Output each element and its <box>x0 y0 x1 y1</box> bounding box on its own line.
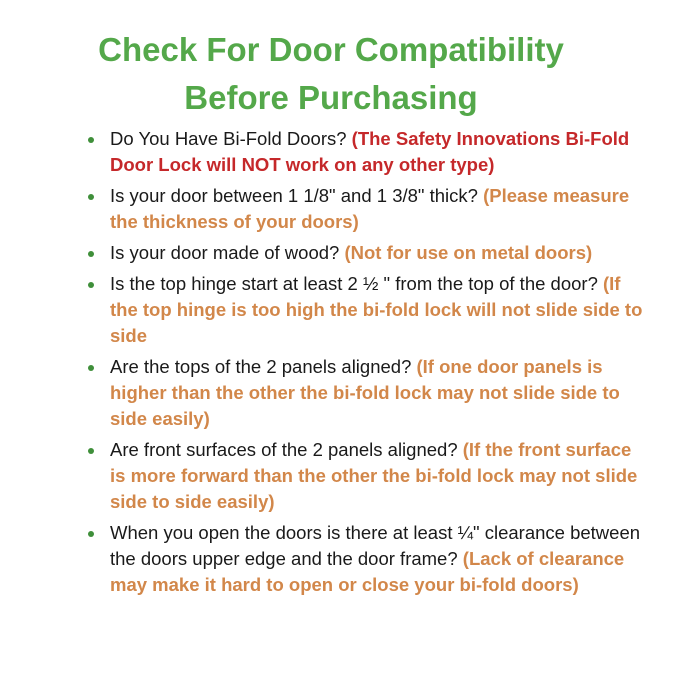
list-item-door-material <box>86 240 646 266</box>
question-text: Is your door between 1 1/8" and 1 3/8" thick? <box>110 185 478 206</box>
page-title-line-1: Check For Door Compatibility <box>98 31 564 68</box>
bullet-icon <box>88 365 94 371</box>
list-item-door-thickness <box>86 183 646 235</box>
bullet-icon <box>88 282 94 288</box>
note-text: (The Safety Innovations Bi-Fold Door Lock will NOT work on any other type) <box>110 128 630 175</box>
note-text: (If the front surface is more forward than the other the bi-fold lock may not slide side to side easily) <box>110 439 638 512</box>
note-text: (If the top hinge is too high the bi-fold lock will not slide side to side <box>110 273 643 346</box>
question-text: Is your door made of wood? <box>110 242 340 263</box>
question-text: Are the tops of the 2 panels aligned? <box>110 356 412 377</box>
page-title-line-2: Before Purchasing <box>184 79 478 116</box>
question-text: Are front surfaces of the 2 panels aligned? <box>110 439 458 460</box>
question-text: When you open the doors is there at least ¼" clearance between the doors upper edge and the door frame? <box>110 522 641 569</box>
note-text: (Not for use on metal doors) <box>344 242 593 263</box>
list-item-front-surfaces <box>86 437 646 515</box>
bullet-icon <box>88 137 94 143</box>
bullet-icon <box>88 251 94 257</box>
question-text: Is the top hinge start at least 2 ½ " from the top of the door? <box>110 273 598 294</box>
compatibility-list <box>86 126 646 603</box>
bullet-icon <box>88 194 94 200</box>
note-text: (Lack of clearance may make it hard to open or close your bi-fold doors) <box>110 548 625 595</box>
bullet-icon <box>88 448 94 454</box>
bullet-icon <box>88 531 94 537</box>
list-item-bifold-doors <box>86 126 646 178</box>
list-item-top-hinge <box>86 271 646 349</box>
question-text: Do You Have Bi-Fold Doors? <box>110 128 347 149</box>
list-item-clearance <box>86 520 646 598</box>
list-item-panel-tops <box>86 354 646 432</box>
note-text: (Please measure the thickness of your doors) <box>110 185 630 232</box>
note-text: (If one door panels is higher than the other the bi-fold lock may not slide side to side easily) <box>110 356 620 429</box>
